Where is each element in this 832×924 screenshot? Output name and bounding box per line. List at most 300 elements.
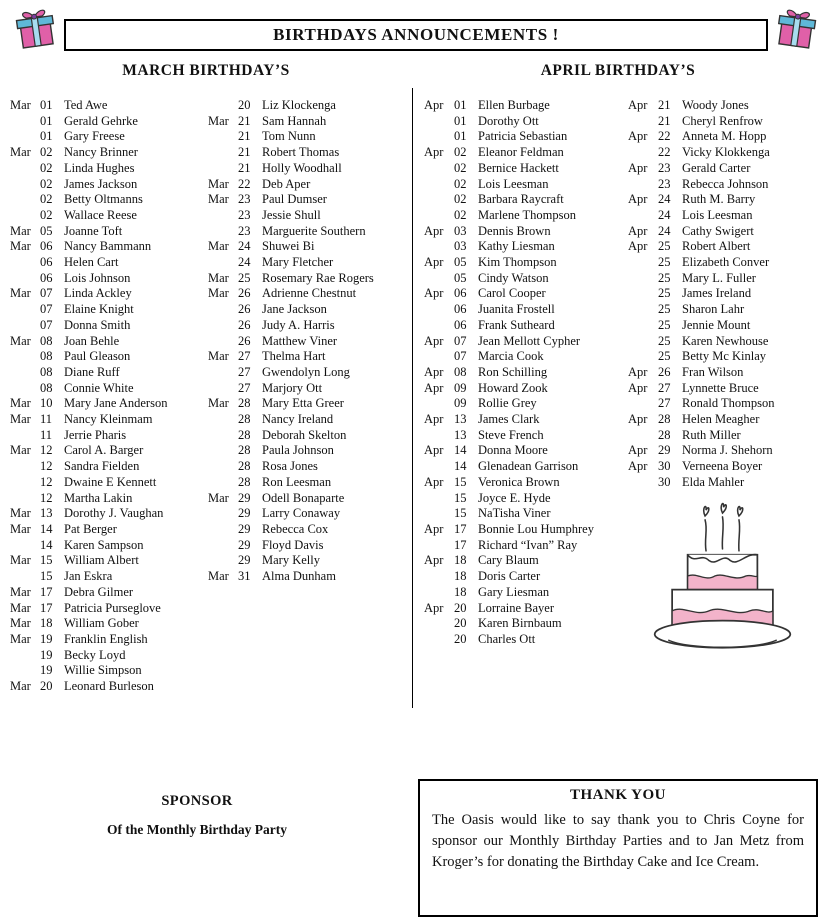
sponsor-subtitle: Of the Monthly Birthday Party [107, 822, 287, 837]
month-label [424, 396, 454, 412]
day-label: 03 [454, 223, 467, 238]
march-column-1 [10, 98, 208, 695]
day-label: 23 [658, 176, 671, 191]
day-label: 27 [658, 380, 671, 395]
birthday-row [10, 506, 208, 522]
day-label: 27 [238, 349, 251, 364]
birthday-row [424, 286, 628, 302]
month-label [10, 318, 40, 334]
section-divider [412, 88, 413, 708]
day-label: 11 [40, 412, 53, 427]
person-name: Ted Awe [64, 98, 108, 112]
person-name: Ronald Thompson [682, 396, 775, 411]
birthday-row [628, 428, 828, 444]
day-label: 26 [658, 364, 671, 379]
birthday-row [208, 224, 408, 240]
birthday-row [10, 318, 208, 334]
day-label: 01 [454, 113, 467, 128]
sponsor-title: SPONSOR [161, 793, 233, 809]
day-label: 01 [40, 113, 53, 128]
person-name: Lois Leesman [478, 176, 549, 191]
person-name: Gary Liesman [478, 584, 550, 599]
person-name: Betty Mc Kinlay [682, 349, 767, 364]
month-label: Apr [628, 380, 648, 395]
month-label [628, 208, 658, 224]
birthday-row [208, 318, 408, 334]
birthday-row [628, 255, 828, 271]
day-label: 09 [454, 380, 467, 395]
month-label: Mar [10, 521, 31, 536]
day-label: 28 [238, 427, 251, 442]
person-name: Bonnie Lou Humphrey [478, 521, 594, 536]
birthday-row [10, 334, 208, 350]
month-label [10, 114, 40, 130]
birthday-row [10, 522, 208, 538]
april-heading: APRIL BIRTHDAY’S [540, 62, 696, 79]
birthday-row [628, 177, 828, 193]
person-name: Paul Dumser [262, 192, 327, 207]
birthday-row [628, 192, 828, 208]
birthday-row [424, 616, 628, 632]
person-name: Richard “Ivan” Ray [478, 537, 578, 552]
month-label: Mar [10, 223, 31, 238]
person-name: Linda Hughes [64, 160, 135, 175]
person-name: William Gober [64, 616, 139, 631]
birthday-row [208, 569, 408, 585]
day-label: 26 [238, 333, 251, 348]
person-name: Ron Schilling [478, 364, 548, 379]
birthday-row [10, 412, 208, 428]
birthday-row [424, 302, 628, 318]
month-label: Apr [628, 239, 648, 254]
birthday-row [424, 98, 628, 114]
birthday-row [10, 365, 208, 381]
month-label: Mar [208, 239, 229, 254]
day-label: 28 [238, 443, 251, 458]
day-label: 06 [454, 317, 467, 332]
day-label: 28 [658, 427, 671, 442]
birthday-row [10, 569, 208, 585]
person-name: Eleanor Feldman [478, 145, 564, 160]
month-label: Mar [208, 490, 229, 505]
person-name: Cathy Swigert [682, 223, 754, 238]
birthday-row [10, 286, 208, 302]
person-name: Paul Gleason [64, 349, 131, 364]
person-name: Juanita Frostell [478, 302, 555, 317]
birthday-row [208, 491, 408, 507]
month-label: Mar [208, 286, 229, 301]
person-name: Nancy Ireland [262, 412, 334, 427]
month-label [10, 538, 40, 554]
person-name: Glenadean Garrison [478, 459, 579, 474]
day-label: 02 [40, 192, 53, 207]
person-name: Ellen Burbage [478, 98, 550, 112]
person-name: Dorothy J. Vaughan [64, 506, 164, 521]
person-name: Gerald Gehrke [64, 113, 138, 128]
person-name: Dwaine E Kennett [64, 474, 157, 489]
birthday-row [424, 271, 628, 287]
month-label [208, 365, 238, 381]
month-label: Apr [424, 380, 444, 395]
birthday-row [208, 522, 408, 538]
day-label: 20 [454, 631, 467, 646]
person-name: Veronica Brown [478, 474, 560, 489]
month-label [208, 161, 238, 177]
gift-icon-left [12, 4, 60, 52]
month-label [628, 177, 658, 193]
day-label: 12 [40, 459, 53, 474]
month-label: Mar [10, 286, 31, 301]
month-label [424, 585, 454, 601]
birthday-row [424, 239, 628, 255]
month-label [10, 491, 40, 507]
person-name: Jerrie Pharis [64, 427, 127, 442]
month-label [10, 192, 40, 208]
person-name: Elaine Knight [64, 302, 134, 317]
month-label [208, 475, 238, 491]
birthday-row [10, 601, 208, 617]
birthday-row [424, 145, 628, 161]
month-label [628, 428, 658, 444]
month-label [628, 271, 658, 287]
birthday-row [208, 506, 408, 522]
month-label [10, 208, 40, 224]
birthday-row [10, 381, 208, 397]
person-name: James Ireland [682, 286, 752, 301]
person-name: NaTisha Viner [478, 506, 551, 521]
birthday-row [208, 239, 408, 255]
person-name: Norma J. Shehorn [682, 443, 773, 458]
day-label: 02 [40, 145, 53, 160]
day-label: 25 [658, 333, 671, 348]
birthday-row [424, 396, 628, 412]
day-label: 21 [658, 113, 671, 128]
birthday-row [628, 224, 828, 240]
person-name: Gerald Carter [682, 160, 751, 175]
month-label [208, 129, 238, 145]
day-label: 31 [238, 569, 251, 584]
person-name: Cindy Watson [478, 270, 549, 285]
birthday-row [628, 443, 828, 459]
person-name: Holly Woodhall [262, 160, 342, 175]
day-label: 07 [40, 302, 53, 317]
page-title: BIRTHDAYS ANNOUNCEMENTS ! [273, 25, 559, 44]
month-label [424, 208, 454, 224]
day-label: 07 [454, 333, 467, 348]
month-label [424, 239, 454, 255]
birthday-row [424, 192, 628, 208]
birthday-row [10, 428, 208, 444]
month-label: Mar [208, 176, 229, 191]
birthday-row [10, 161, 208, 177]
day-label: 29 [238, 537, 251, 552]
birthday-row [424, 459, 628, 475]
day-label: 24 [658, 207, 671, 222]
person-name: Martha Lakin [64, 490, 133, 505]
month-label [208, 318, 238, 334]
day-label: 19 [40, 663, 53, 678]
birthday-row [208, 349, 408, 365]
day-label: 18 [454, 553, 467, 568]
month-label [208, 553, 238, 569]
person-name: Karen Newhouse [682, 333, 769, 348]
birthday-row [628, 98, 828, 114]
birthday-row [424, 129, 628, 145]
person-name: Joanne Toft [64, 223, 123, 238]
day-label: 12 [40, 474, 53, 489]
month-label [424, 192, 454, 208]
birthday-row [628, 302, 828, 318]
birthday-row [628, 129, 828, 145]
birthday-row [10, 98, 208, 114]
birthday-row [10, 459, 208, 475]
person-name: Betty Oltmanns [64, 192, 143, 207]
person-name: Larry Conaway [262, 506, 341, 521]
birthday-row [10, 114, 208, 130]
person-name: Rosemary Rae Rogers [262, 270, 374, 285]
person-name: Jean Mellott Cypher [478, 333, 581, 348]
day-label: 06 [40, 270, 53, 285]
month-label: Apr [424, 255, 444, 270]
month-label [424, 161, 454, 177]
birthday-row [628, 396, 828, 412]
day-label: 02 [454, 145, 467, 160]
person-name: Elda Mahler [682, 474, 745, 489]
person-name: Ron Leesman [262, 474, 332, 489]
month-label [424, 428, 454, 444]
month-label: Apr [628, 223, 648, 238]
birthday-row [10, 129, 208, 145]
day-label: 14 [454, 443, 467, 458]
day-label: 26 [238, 317, 251, 332]
person-name: Linda Ackley [64, 286, 132, 301]
person-name: Mary L. Fuller [682, 270, 756, 285]
person-name: Charles Ott [478, 631, 536, 646]
person-name: Carol A. Barger [64, 443, 144, 458]
birthday-row [208, 286, 408, 302]
day-label: 12 [40, 490, 53, 505]
month-label [424, 177, 454, 193]
sponsor-block [37, 793, 357, 838]
gift-icon-right [772, 4, 820, 52]
month-label: Mar [10, 396, 31, 411]
person-name: Robert Thomas [262, 145, 340, 160]
month-label [10, 569, 40, 585]
day-label: 03 [454, 239, 467, 254]
person-name: Marlene Thompson [478, 207, 577, 222]
birthday-row [424, 569, 628, 585]
day-label: 02 [454, 160, 467, 175]
day-label: 29 [238, 521, 251, 536]
day-label: 01 [454, 129, 467, 144]
day-label: 23 [238, 223, 251, 238]
month-label [208, 224, 238, 240]
thank-you-box [418, 779, 818, 917]
day-label: 05 [454, 255, 467, 270]
day-label: 15 [454, 490, 467, 505]
day-label: 21 [658, 98, 671, 112]
person-name: Sharon Lahr [682, 302, 745, 317]
person-name: Marguerite Southern [262, 223, 366, 238]
day-label: 28 [238, 412, 251, 427]
person-name: Patricia Sebastian [478, 129, 568, 144]
month-label [10, 475, 40, 491]
person-name: Thelma Hart [262, 349, 326, 364]
person-name: Lorraine Bayer [478, 600, 555, 615]
month-label [208, 255, 238, 271]
month-label [10, 648, 40, 664]
birthday-row [208, 428, 408, 444]
person-name: Lynnette Bruce [682, 380, 759, 395]
person-name: Alma Dunham [262, 569, 336, 584]
person-name: Dennis Brown [478, 223, 551, 238]
day-label: 18 [454, 569, 467, 584]
person-name: William Albert [64, 553, 139, 568]
person-name: Sam Hannah [262, 113, 327, 128]
day-label: 29 [658, 443, 671, 458]
month-label: Apr [628, 98, 648, 112]
birthday-row [424, 443, 628, 459]
person-name: Verneena Boyer [682, 459, 763, 474]
day-label: 06 [454, 302, 467, 317]
day-label: 06 [454, 286, 467, 301]
person-name: Kim Thompson [478, 255, 557, 270]
day-label: 21 [238, 113, 251, 128]
person-name: Marjory Ott [262, 380, 323, 395]
person-name: Nancy Brinner [64, 145, 138, 160]
day-label: 17 [40, 584, 53, 599]
person-name: Elizabeth Conver [682, 255, 770, 270]
person-name: Karen Birnbaum [478, 616, 562, 631]
person-name: Jennie Mount [682, 317, 751, 332]
person-name: Pat Berger [64, 521, 117, 536]
birthday-row [208, 475, 408, 491]
birthday-row [10, 538, 208, 554]
month-label [208, 443, 238, 459]
month-label [10, 177, 40, 193]
day-label: 15 [40, 553, 53, 568]
birthday-row [628, 239, 828, 255]
birthday-row [208, 538, 408, 554]
month-label: Apr [628, 192, 648, 207]
month-label [424, 114, 454, 130]
month-label: Mar [10, 333, 31, 348]
day-label: 22 [658, 129, 671, 144]
birthday-row [208, 365, 408, 381]
day-label: 29 [238, 553, 251, 568]
person-name: Sandra Fielden [64, 459, 140, 474]
person-name: Helen Cart [64, 255, 119, 270]
birthday-row [424, 349, 628, 365]
day-label: 06 [40, 239, 53, 254]
month-label [10, 129, 40, 145]
person-name: Deborah Skelton [262, 427, 347, 442]
month-label [10, 663, 40, 679]
day-label: 25 [658, 239, 671, 254]
day-label: 27 [658, 396, 671, 411]
march-heading: MARCH BIRTHDAY’S [122, 62, 290, 79]
person-name: Floyd Davis [262, 537, 324, 552]
birthday-row [424, 365, 628, 381]
birthday-row [424, 208, 628, 224]
person-name: Woody Jones [682, 98, 749, 112]
month-label [628, 334, 658, 350]
person-name: Debra Gilmer [64, 584, 134, 599]
birthday-row [208, 396, 408, 412]
banner-box [64, 19, 768, 51]
day-label: 24 [658, 223, 671, 238]
birthday-row [424, 506, 628, 522]
birthday-row [424, 177, 628, 193]
person-name: Doris Carter [478, 569, 541, 584]
day-label: 01 [40, 129, 53, 144]
day-label: 14 [40, 521, 53, 536]
birthday-row [628, 334, 828, 350]
person-name: Donna Smith [64, 317, 131, 332]
birthday-row [424, 522, 628, 538]
birthday-row [424, 255, 628, 271]
birthday-row [10, 224, 208, 240]
person-name: Bernice Hackett [478, 160, 559, 175]
birthday-row [208, 145, 408, 161]
birthday-row [424, 428, 628, 444]
person-name: Odell Bonaparte [262, 490, 345, 505]
birthday-row [10, 475, 208, 491]
month-label: Apr [424, 223, 444, 238]
day-label: 23 [658, 160, 671, 175]
birthday-row [10, 553, 208, 569]
month-label: Apr [628, 412, 648, 427]
person-name: Patricia Purseglove [64, 600, 161, 615]
birthday-row [424, 553, 628, 569]
birthday-row [424, 381, 628, 397]
day-label: 22 [238, 176, 251, 191]
day-label: 08 [40, 364, 53, 379]
birthday-row [10, 443, 208, 459]
person-name: Steve French [478, 427, 544, 442]
april-column-1 [424, 98, 628, 648]
birthday-row [628, 114, 828, 130]
birthday-row [208, 255, 408, 271]
person-name: Helen Meagher [682, 412, 760, 427]
person-name: Lois Johnson [64, 270, 131, 285]
month-label [10, 161, 40, 177]
month-label [10, 381, 40, 397]
day-label: 08 [40, 349, 53, 364]
birthday-row [10, 491, 208, 507]
day-label: 05 [40, 223, 53, 238]
month-label [628, 396, 658, 412]
birthday-row [10, 632, 208, 648]
day-label: 21 [238, 129, 251, 144]
birthday-row [10, 679, 208, 695]
month-label: Apr [424, 600, 444, 615]
day-label: 20 [238, 98, 251, 112]
day-label: 27 [238, 364, 251, 379]
day-label: 02 [40, 207, 53, 222]
day-label: 25 [658, 302, 671, 317]
thank-you-title: THANK YOU [569, 787, 667, 803]
person-name: Becky Loyd [64, 647, 126, 662]
birthday-row [628, 161, 828, 177]
birthday-row [208, 381, 408, 397]
month-label [208, 334, 238, 350]
month-label: Mar [10, 412, 31, 427]
birthday-row [208, 129, 408, 145]
birthday-row [208, 271, 408, 287]
person-name: Rollie Grey [478, 396, 537, 411]
person-name: Gwendolyn Long [262, 364, 350, 379]
